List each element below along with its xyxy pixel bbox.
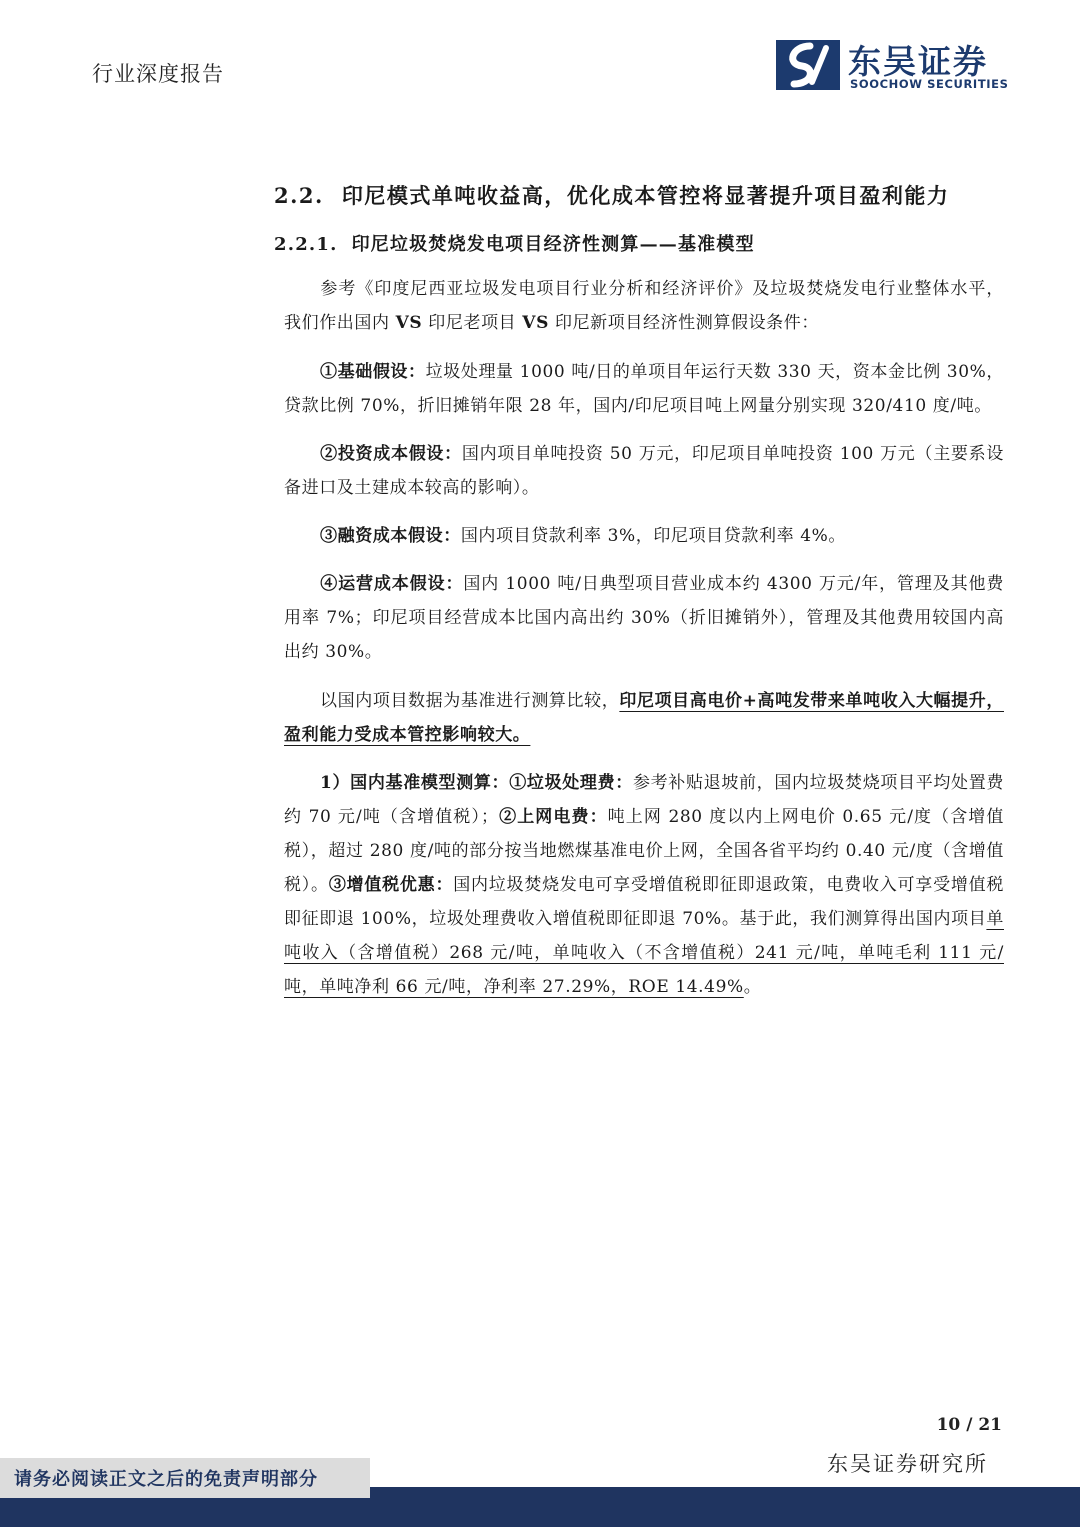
subsection-title: 印尼垃圾焚烧发电项目经济性测算——基准模型	[351, 234, 755, 255]
assumption-label: ③融资成本假设：	[320, 526, 461, 546]
section-number: 2.2.	[274, 183, 324, 208]
assumption-investment: ②投资成本假设：国内项目单吨投资 50 万元，印尼项目单吨投资 100 万元（主要系设备进口及土建成本较高的影响）。	[284, 444, 1004, 498]
soochow-logo-icon	[776, 40, 840, 90]
disclaimer-box	[0, 1458, 370, 1498]
logo-english-name: SOOCHOW SECURITIES	[850, 77, 1009, 91]
subsection-heading	[274, 230, 755, 256]
summary-highlight: 印尼项目高电价+高吨发带来单吨收入大幅提升，盈利能力受成本管控影响较大。	[284, 691, 1004, 745]
institute-name: 东吴证券研究所	[827, 1452, 988, 1476]
page-number: 10 / 21	[936, 1415, 1002, 1435]
assumption-label: ①基础假设：	[320, 362, 426, 382]
assumption-operating: ④运营成本假设：国内 1000 吨/日典型项目营业成本约 4300 万元/年，管理及其他费用率 7%；印尼项目经营成本比国内高出约 30%（折旧摊销外），管理及其他费用较国内高出约 30%。	[284, 574, 1004, 662]
section-heading	[274, 180, 949, 210]
summary-paragraph: 以国内项目数据为基准进行测算比较，印尼项目高电价+高吨发带来单吨收入大幅提升，盈利能力受成本管控影响较大。	[284, 691, 1004, 745]
disclaimer-text: 请务必阅读正文之后的免责声明部分	[14, 1469, 318, 1490]
assumption-label: ④运营成本假设：	[320, 574, 464, 594]
assumption-label: ②投资成本假设：	[320, 444, 462, 464]
logo-chinese-name: 东吴证券	[848, 42, 988, 81]
soochow-logo	[776, 40, 1009, 96]
subsection-number: 2.2.1.	[274, 234, 338, 255]
domestic-model-paragraph: 1）国内基准模型测算：①垃圾处理费：参考补贴退坡前，国内垃圾焚烧项目平均处置费约 70 元/吨（含增值税）；②上网电费：吨上网 280 度以内上网电价 0.65 元/度（含增值税），超过 280 度/吨的部分按当地燃煤基准电价上网，全国各省平均约 0.40 元/度（含增值税）。③增值税优惠：国内垃圾焚烧发电可享受增值税即征即退政策，电费收入可享受增值税即征即退 100%，垃圾处理费收入增值税即征即退 70%。基于此，我们测算得出国内项目单吨收入（含增值税）268 元/吨，单吨收入（不含增值税）241 元/吨，单吨毛利 111 元/吨，单吨净利 66 元/吨，净利率 27.29%，ROE 14.49%。	[284, 773, 1004, 997]
assumption-basic: ①基础假设：垃圾处理量 1000 吨/日的单项目年运行天数 330 天，资本金比例 30%，贷款比例 70%，折旧摊销年限 28 年，国内/印尼项目吨上网量分别实现 320/410 度/吨。	[284, 362, 1004, 416]
assumption-financing: ③融资成本假设：国内项目贷款利率 3%，印尼项目贷款利率 4%。	[320, 526, 846, 546]
model-result: 单吨收入（含增值税）268 元/吨，单吨收入（不含增值税）241 元/吨，单吨毛利 111 元/吨，单吨净利 66 元/吨，净利率 27.29%，ROE 14.49%	[284, 909, 1004, 997]
section-title: 印尼模式单吨收益高，优化成本管控将显著提升项目盈利能力	[341, 183, 950, 208]
report-type-label: 行业深度报告	[92, 62, 224, 86]
intro-paragraph: 参考《印度尼西亚垃圾发电项目行业分析和经济评价》及垃圾焚烧发电行业整体水平，我们作出国内 VS 印尼老项目 VS 印尼新项目经济性测算假设条件：	[284, 279, 1004, 333]
